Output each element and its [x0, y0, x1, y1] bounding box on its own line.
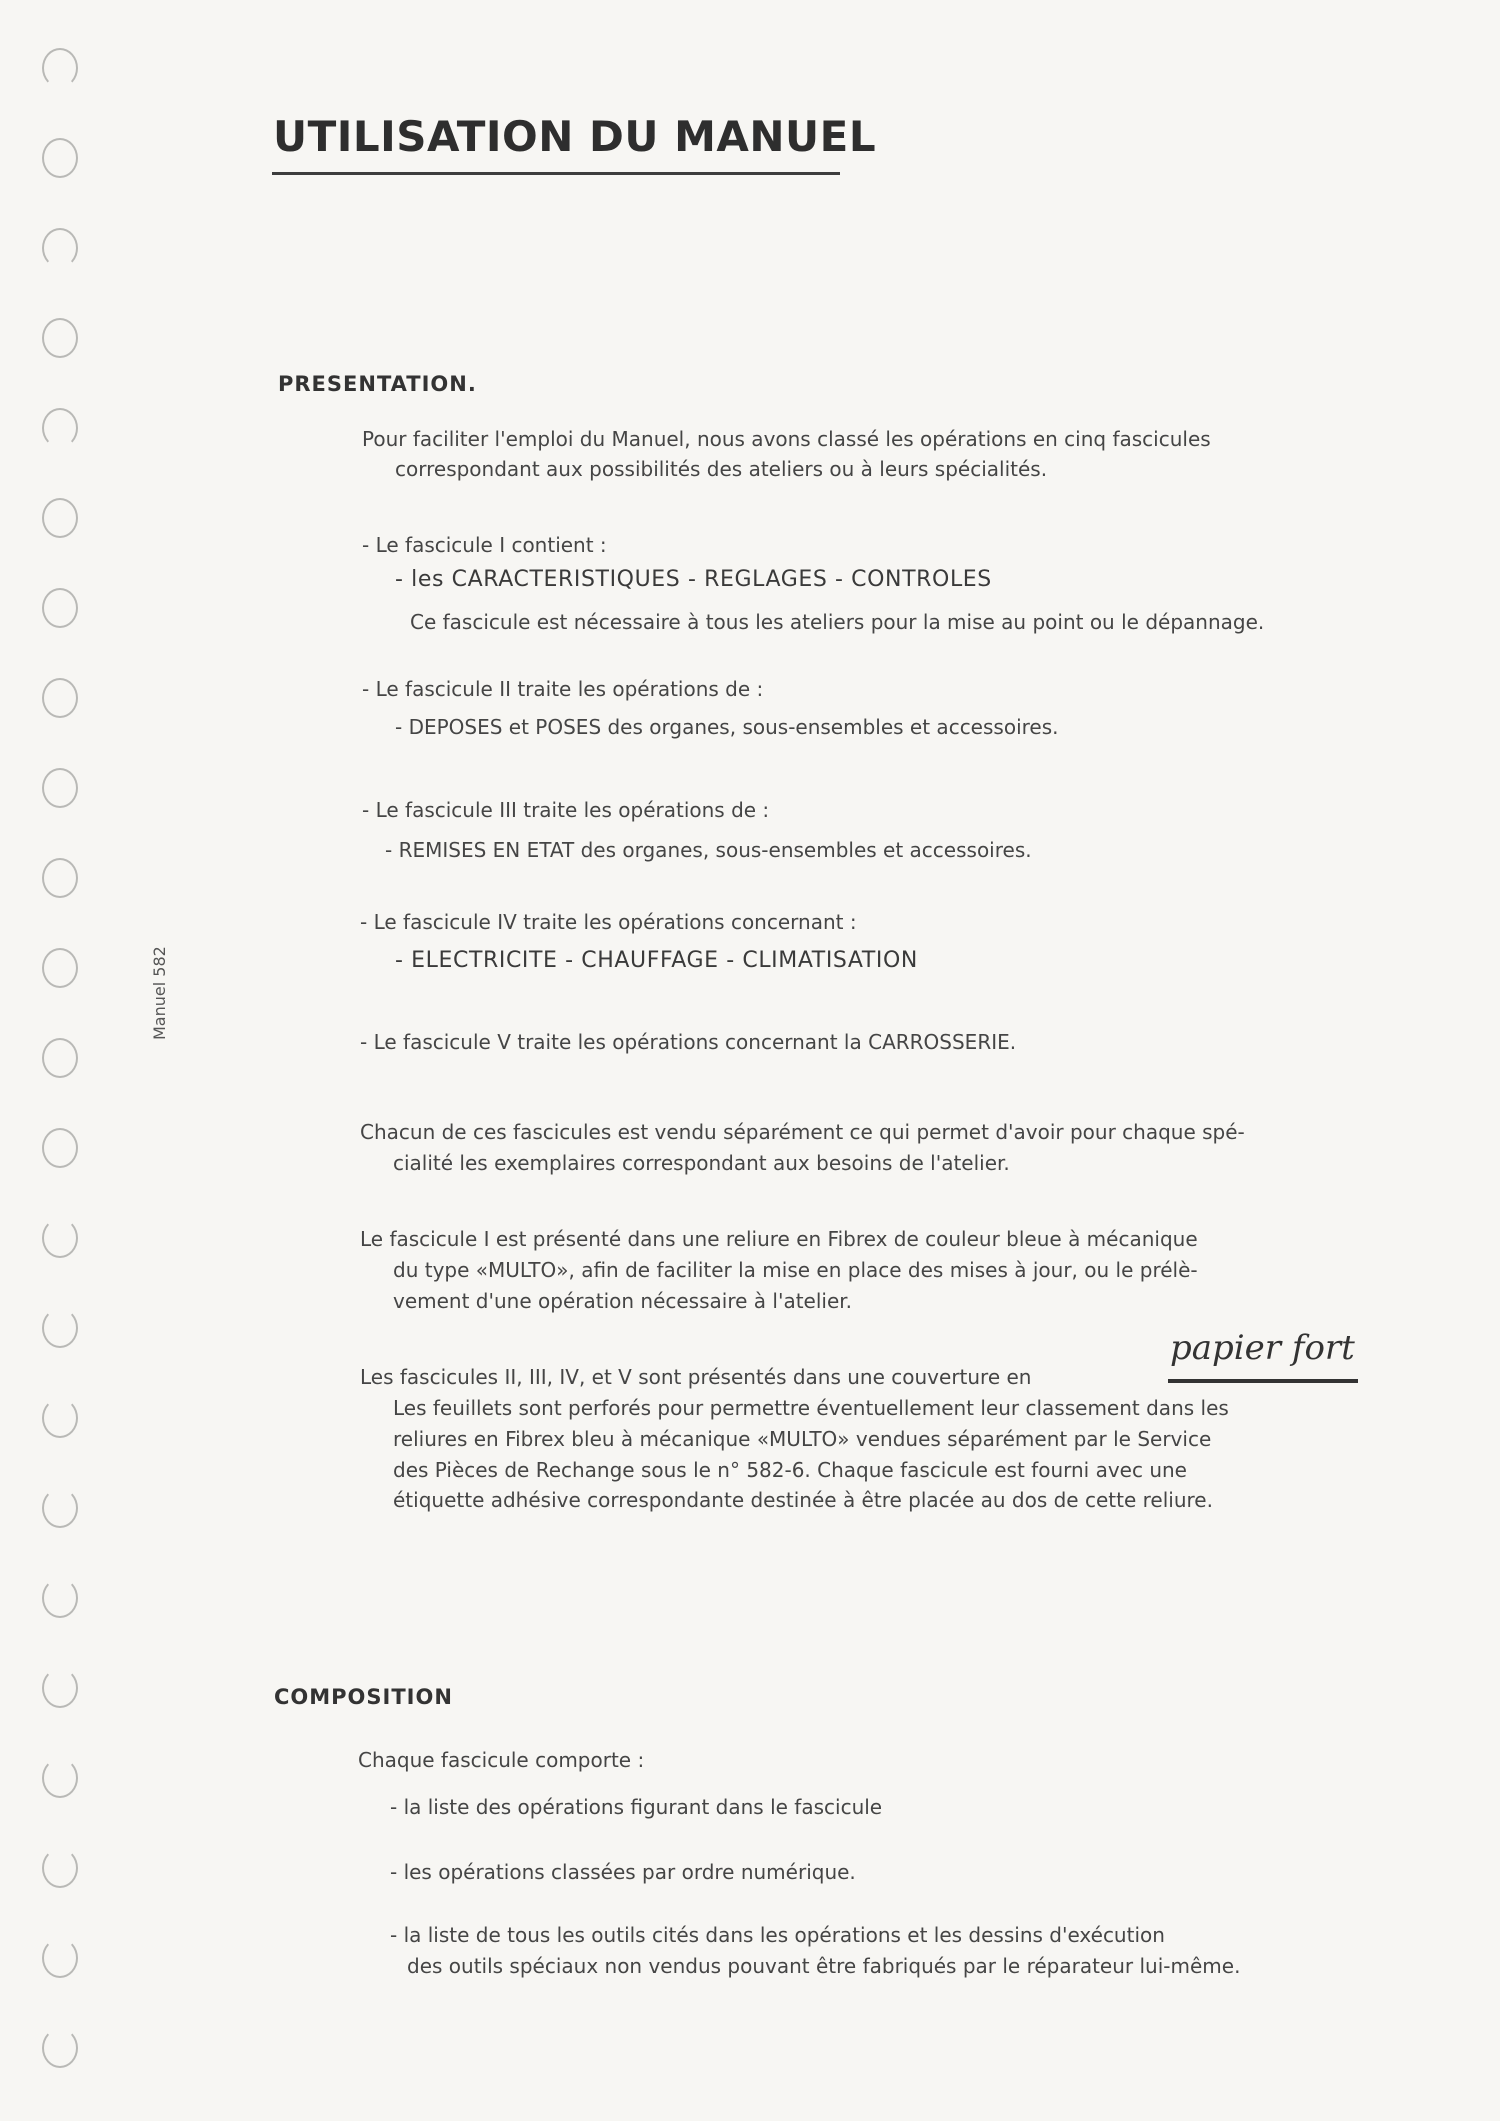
paragraph-line: Le fascicule I est présenté dans une reliure en Fibrex de couleur bleue à mécanique: [360, 1227, 1198, 1251]
punch-hole-icon: [42, 228, 78, 268]
composition-heading: COMPOSITION: [274, 1685, 453, 1709]
paragraph-line: Chacun de ces fascicules est vendu séparément ce qui permet d'avoir pour chaque spé-: [360, 1120, 1245, 1144]
intro-line: Pour faciliter l'emploi du Manuel, nous avons classé les opérations en cinq fascicules: [362, 427, 1211, 451]
punch-hole-icon: [42, 1038, 78, 1078]
punch-hole-icon: [42, 498, 78, 538]
fascicule-4-line: - Le fascicule IV traite les opérations concernant :: [360, 910, 857, 934]
fascicule-3-contents: - REMISES EN ETAT des organes, sous-ensembles et accessoires.: [385, 838, 1032, 862]
fascicule-2-line: - Le fascicule II traite les opérations de :: [362, 677, 764, 701]
paragraph-line: Les fascicules II, III, IV, et V sont présentés dans une couverture en: [360, 1365, 1032, 1389]
punch-hole-icon: [42, 1668, 78, 1708]
struck-out-text: [1168, 1370, 1358, 1390]
paragraph-line: Les feuillets sont perforés pour permettre éventuellement leur classement dans les: [393, 1396, 1229, 1420]
composition-item: - les opérations classées par ordre numérique.: [390, 1860, 856, 1884]
punch-hole-icon: [42, 1128, 78, 1168]
punch-hole-icon: [42, 678, 78, 718]
punch-hole-icon: [42, 1578, 78, 1618]
paragraph-line: du type «MULTO», afin de faciliter la mise en place des mises à jour, ou le prélè-: [393, 1258, 1198, 1282]
composition-item: - la liste de tous les outils cités dans les opérations et les dessins d'exécution: [390, 1923, 1165, 1947]
paragraph-line: des Pièces de Rechange sous le n° 582-6. Chaque fascicule est fourni avec une: [393, 1458, 1187, 1482]
composition-item: - la liste des opérations figurant dans le fascicule: [390, 1795, 883, 1819]
paragraph-line: cialité les exemplaires correspondant aux besoins de l'atelier.: [393, 1151, 1010, 1175]
punch-hole-icon: [42, 2028, 78, 2068]
punch-hole-icon: [42, 768, 78, 808]
punch-hole-icon: [42, 1308, 78, 1348]
punch-hole-icon: [42, 138, 78, 178]
punch-hole-icon: [42, 1218, 78, 1258]
punch-hole-icon: [42, 588, 78, 628]
punch-hole-icon: [42, 48, 78, 88]
punch-hole-icon: [42, 858, 78, 898]
punch-hole-icon: [42, 1938, 78, 1978]
composition-intro: Chaque fascicule comporte :: [358, 1748, 645, 1772]
paragraph-line: étiquette adhésive correspondante destinée à être placée au dos de cette reliure.: [393, 1488, 1213, 1512]
page-title: UTILISATION DU MANUEL: [273, 112, 877, 161]
punch-hole-icon: [42, 948, 78, 988]
spine-label: Manuel 582: [150, 946, 169, 1040]
fascicule-4-contents: - ELECTRICITE - CHAUFFAGE - CLIMATISATION: [395, 948, 918, 973]
fascicule-3-line: - Le fascicule III traite les opérations de :: [362, 798, 770, 822]
fascicule-1-note: Ce fascicule est nécessaire à tous les ateliers pour la mise au point ou le dépannage.: [410, 610, 1265, 634]
presentation-heading: PRESENTATION.: [278, 372, 477, 396]
fascicule-1-contents: - les CARACTERISTIQUES - REGLAGES - CONTROLES: [395, 567, 992, 592]
fascicule-5-line: - Le fascicule V traite les opérations concernant la CARROSSERIE.: [360, 1030, 1017, 1054]
punch-hole-icon: [42, 1488, 78, 1528]
binder-holes: [38, 40, 88, 2080]
fascicule-1-line: - Le fascicule I contient :: [362, 533, 607, 557]
paragraph-line: reliures en Fibrex bleu à mécanique «MULTO» vendues séparément par le Service: [393, 1427, 1212, 1451]
punch-hole-icon: [42, 318, 78, 358]
fascicule-2-contents: - DEPOSES et POSES des organes, sous-ensembles et accessoires.: [395, 715, 1059, 739]
paragraph-line: vement d'une opération nécessaire à l'atelier.: [393, 1289, 853, 1313]
composition-item: des outils spéciaux non vendus pouvant être fabriqués par le réparateur lui-même.: [407, 1954, 1241, 1978]
title-underline: [272, 172, 840, 175]
intro-line: correspondant aux possibilités des ateliers ou à leurs spécialités.: [395, 457, 1048, 481]
punch-hole-icon: [42, 1848, 78, 1888]
punch-hole-icon: [42, 1398, 78, 1438]
handwritten-correction: papier fort: [1170, 1328, 1355, 1368]
punch-hole-icon: [42, 1758, 78, 1798]
punch-hole-icon: [42, 408, 78, 448]
